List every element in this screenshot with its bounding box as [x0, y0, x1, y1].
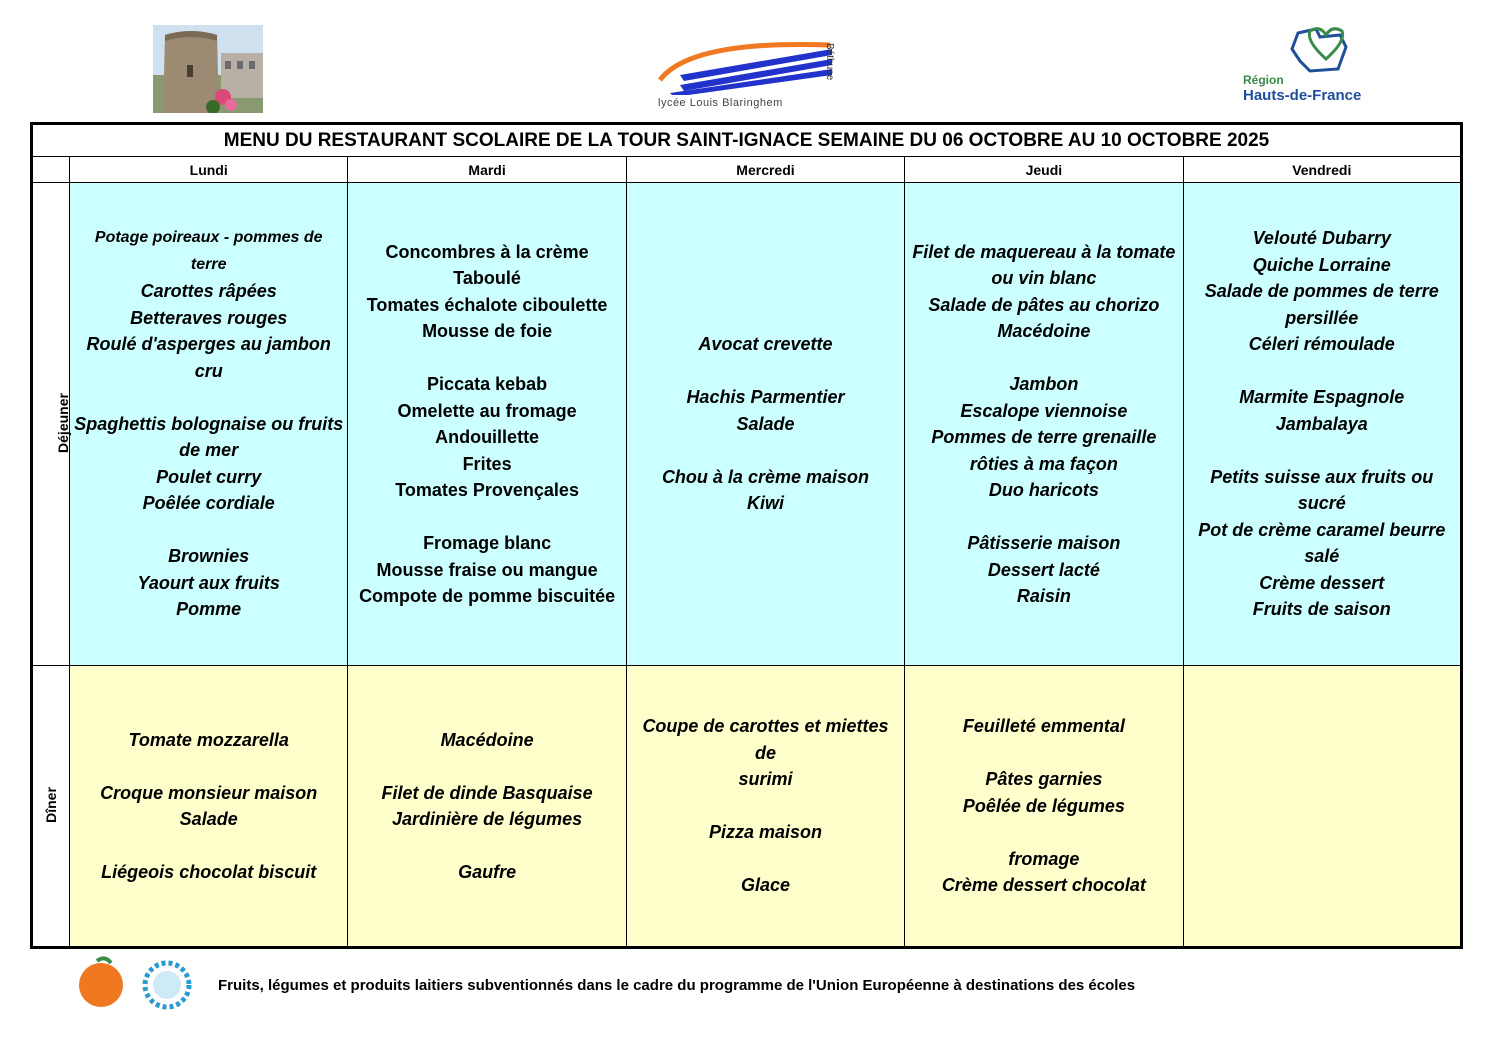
menu-item — [1188, 358, 1456, 385]
menu-item: Yaourt aux fruits — [137, 572, 280, 593]
menu-item: Pizza maison — [708, 822, 822, 843]
menu-item — [74, 384, 343, 411]
menu-item — [74, 517, 343, 544]
menu-item — [74, 753, 343, 780]
menu-item: cru — [194, 360, 223, 381]
menu-item: Mousse fraise ou mangue — [376, 559, 598, 580]
menu-item: Omelette au fromage — [397, 400, 577, 421]
menu-item: Petits suisse aux fruits ou — [1210, 466, 1434, 487]
menu-item: Avocat crevette — [698, 334, 833, 355]
menu-item: Kiwi — [746, 493, 784, 514]
menu-item — [631, 358, 900, 385]
corner-cell — [32, 157, 70, 183]
day-header-vendredi: Vendredi — [1183, 157, 1461, 183]
menu-item: Marmite Espagnole — [1239, 387, 1405, 408]
menu-item — [352, 504, 621, 531]
menu-item — [631, 846, 900, 873]
menu-item: Pommes de terre grenaille — [931, 427, 1157, 447]
menu-item: Chou à la crème maison — [661, 466, 870, 487]
menu-item: Céleri rémoulade — [1248, 334, 1395, 355]
day-header-jeudi: Jeudi — [905, 157, 1183, 183]
footer-note: Fruits, légumes et produits laitiers subventionnés dans le cadre du programme de l'Union Européenne à destinations des écoles — [218, 977, 1136, 994]
menu-item — [909, 740, 1178, 767]
menu-item: Jambon — [1009, 374, 1079, 394]
dejeuner-lundi — [70, 183, 348, 666]
menu-item — [352, 833, 621, 860]
menu-item — [631, 437, 900, 464]
menu-item: Fruits de saison — [1252, 599, 1391, 620]
menu-item: Taboulé — [453, 268, 521, 288]
menu-item: Fromage blanc — [423, 533, 552, 553]
menu-item: Hachis Parmentier — [686, 387, 845, 408]
menu-item: Quiche Lorraine — [1252, 254, 1391, 275]
tower-photo — [153, 25, 263, 113]
menu-item — [909, 819, 1178, 846]
menu-item: salé — [1304, 546, 1340, 567]
day-header-mercredi: Mercredi — [626, 157, 904, 183]
diner-row — [32, 666, 1462, 948]
dejeuner-mercredi — [626, 183, 904, 666]
menu-item: fromage — [1008, 848, 1080, 869]
menu-item: Tomates Provençales — [395, 480, 579, 500]
lycee-city-label: Béthune — [824, 43, 835, 81]
menu-item: Compote de pomme biscuitée — [359, 586, 616, 606]
menu-item: persillée — [1285, 307, 1359, 328]
menu-item — [352, 753, 621, 780]
region-logo — [1235, 25, 1400, 110]
menu-item: Filet de dinde Basquaise — [381, 782, 593, 803]
menu-item: Pâtisserie maison — [967, 533, 1121, 553]
menu-item: terre — [190, 255, 227, 273]
dejeuner-row — [32, 183, 1462, 666]
diner-jeudi — [905, 666, 1183, 948]
menu-item: surimi — [738, 769, 793, 790]
menu-item — [631, 793, 900, 820]
diner-mardi — [348, 666, 626, 948]
region-line1: Région — [1243, 73, 1284, 87]
menu-item: Tomates échalote ciboulette — [366, 294, 608, 315]
menu-item: sucré — [1297, 493, 1346, 514]
menu-item: Coupe de carottes et miettes de — [642, 716, 889, 763]
lycee-logo — [650, 35, 850, 115]
menu-item: Macédoine — [997, 321, 1091, 341]
dejeuner-mardi — [348, 183, 626, 666]
menu-item: Pomme — [176, 599, 242, 620]
menu-item: Feuilleté emmental — [962, 716, 1125, 737]
menu-item: Dessert lacté — [987, 559, 1100, 580]
menu-item — [1188, 437, 1456, 464]
menu-item: Glace — [740, 875, 790, 896]
menu-title: MENU DU RESTAURANT SCOLAIRE DE LA TOUR SAINT-IGNACE SEMAINE DU 06 OCTOBRE AU 10 OCTOBRE 2025 — [32, 124, 1462, 157]
menu-item: Filet de maquereau à la tomate — [912, 241, 1176, 262]
menu-item: Mousse de foie — [422, 321, 553, 341]
menu-item: Poulet curry — [156, 466, 262, 487]
menu-item: Brownies — [168, 546, 250, 567]
menu-item: Crème dessert — [1259, 572, 1385, 593]
menu-item: Andouillette — [435, 427, 540, 447]
menu-item: Salade — [179, 809, 238, 829]
menu-item: Concombres à la crème — [385, 241, 589, 262]
meal-label-diner: Dîner — [42, 787, 59, 823]
menu-item: Duo haricots — [988, 480, 1099, 500]
menu-item — [74, 833, 343, 860]
menu-item: Potage poireaux - pommes de — [94, 229, 323, 247]
menu-item: Poêlée de légumes — [962, 795, 1125, 816]
diner-vendredi — [1183, 666, 1461, 948]
menu-item: Salade de pâtes au chorizo — [928, 294, 1160, 315]
region-line2: Hauts-de-France — [1243, 87, 1362, 104]
menu-item: Croque monsieur maison — [100, 782, 318, 803]
meal-label-cell — [32, 183, 70, 666]
menu-item: de mer — [179, 440, 239, 461]
day-header-lundi: Lundi — [70, 157, 348, 183]
menu-item: Gaufre — [458, 862, 517, 882]
menu-item: Pot de crème caramel beurre — [1198, 519, 1446, 540]
eu-school-program-logos — [75, 955, 205, 1010]
meal-label-dejeuner: Déjeuner — [54, 393, 71, 453]
menu-item: Spaghettis bolognaise ou fruits — [74, 413, 344, 434]
menu-item: Velouté Dubarry — [1252, 228, 1391, 249]
menu-item: Crème dessert chocolat — [941, 875, 1146, 896]
menu-item: Liégeois chocolat biscuit — [101, 862, 317, 882]
menu-item: Poêlée cordiale — [142, 493, 275, 514]
menu-item: Escalope viennoise — [960, 400, 1128, 421]
menu-item: Jambalaya — [1275, 413, 1368, 434]
menu-table — [30, 122, 1463, 949]
diner-mercredi — [626, 666, 904, 948]
menu-item — [352, 345, 621, 372]
menu-item: Roulé d'asperges au jambon — [86, 334, 331, 355]
diner-lundi — [70, 666, 348, 948]
menu-item — [909, 504, 1178, 531]
menu-item: Salade de pommes de terre — [1204, 281, 1439, 302]
menu-item: Betteraves rouges — [130, 307, 288, 328]
menu-item: Piccata kebab — [427, 374, 548, 394]
menu-item: Carottes râpées — [140, 281, 277, 302]
menu-item: Frites — [462, 453, 512, 474]
lycee-name-label: lycée Louis Blaringhem — [658, 97, 783, 109]
menu-item: rôties à ma façon — [969, 453, 1118, 474]
menu-item: Salade — [736, 413, 795, 434]
dejeuner-vendredi — [1183, 183, 1461, 666]
day-header-mardi: Mardi — [348, 157, 626, 183]
menu-item: ou vin blanc — [991, 268, 1097, 288]
dejeuner-jeudi — [905, 183, 1183, 666]
menu-item: Jardinière de légumes — [392, 809, 583, 829]
menu-item: Raisin — [1016, 586, 1071, 606]
menu-item: Pâtes garnies — [985, 769, 1103, 790]
menu-item: Tomate mozzarella — [128, 729, 289, 750]
menu-item: Macédoine — [440, 729, 534, 750]
meal-label-cell — [32, 666, 70, 948]
menu-item — [909, 345, 1178, 372]
